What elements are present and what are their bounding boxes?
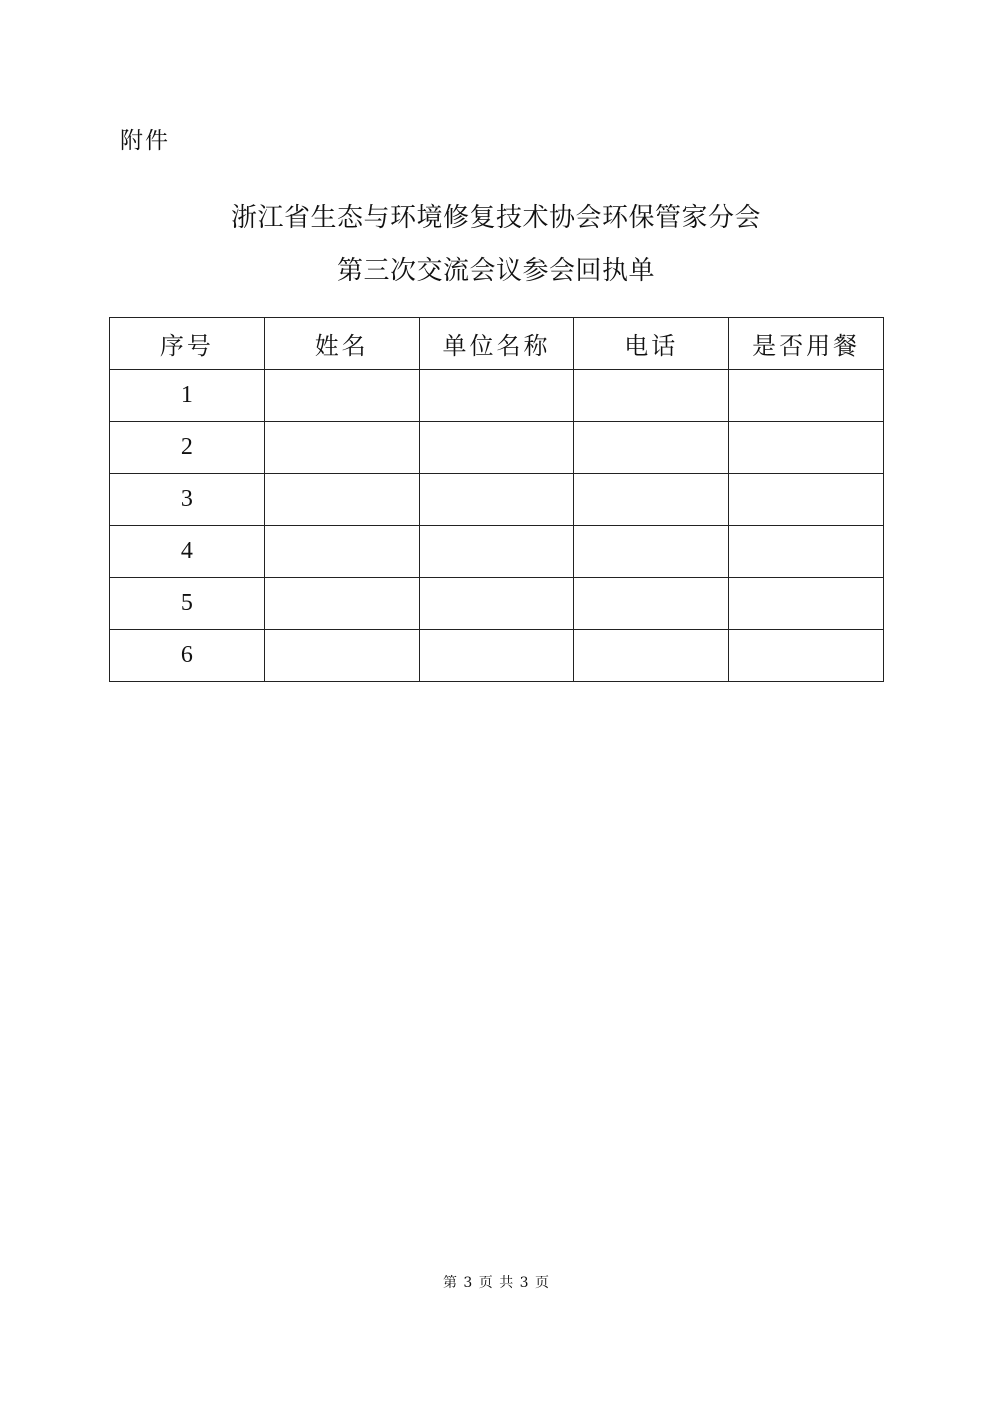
meal-cell	[729, 474, 884, 526]
organization-cell	[419, 370, 574, 422]
meal-cell	[729, 578, 884, 630]
organization-cell	[419, 474, 574, 526]
serial-number-cell: 6	[110, 630, 265, 682]
header-name: 姓名	[264, 318, 419, 370]
page-number-footer: 第 3 页 共 3 页	[442, 1275, 550, 1291]
phone-cell	[574, 526, 729, 578]
table-row	[110, 578, 884, 630]
table-row	[110, 422, 884, 474]
name-cell	[264, 370, 419, 422]
phone-cell	[574, 422, 729, 474]
table-header-row	[110, 318, 884, 370]
name-cell	[264, 474, 419, 526]
header-serial-number: 序号	[110, 318, 265, 370]
document-subtitle: 第三次交流会议参会回执单	[336, 256, 655, 286]
serial-number-cell: 3	[110, 474, 265, 526]
organization-cell	[419, 630, 574, 682]
name-cell	[264, 526, 419, 578]
serial-number-cell: 2	[110, 422, 265, 474]
header-meal: 是否用餐	[729, 318, 884, 370]
registration-table	[109, 317, 884, 682]
table-row	[110, 370, 884, 422]
organization-cell	[419, 578, 574, 630]
meal-cell	[729, 526, 884, 578]
organization-cell	[419, 526, 574, 578]
table-row	[110, 526, 884, 578]
phone-cell	[574, 370, 729, 422]
phone-cell	[574, 578, 729, 630]
header-organization: 单位名称	[419, 318, 574, 370]
organization-cell	[419, 422, 574, 474]
name-cell	[264, 422, 419, 474]
header-phone: 电话	[574, 318, 729, 370]
table-row	[110, 474, 884, 526]
table-row	[110, 630, 884, 682]
phone-cell	[574, 630, 729, 682]
serial-number-cell: 4	[110, 526, 265, 578]
phone-cell	[574, 474, 729, 526]
name-cell	[264, 630, 419, 682]
meal-cell	[729, 370, 884, 422]
serial-number-cell: 5	[110, 578, 265, 630]
name-cell	[264, 578, 419, 630]
attachment-label: 附件	[120, 128, 170, 154]
serial-number-cell: 1	[110, 370, 265, 422]
meal-cell	[729, 422, 884, 474]
document-title: 浙江省生态与环境修复技术协会环保管家分会	[230, 203, 761, 233]
meal-cell	[729, 630, 884, 682]
